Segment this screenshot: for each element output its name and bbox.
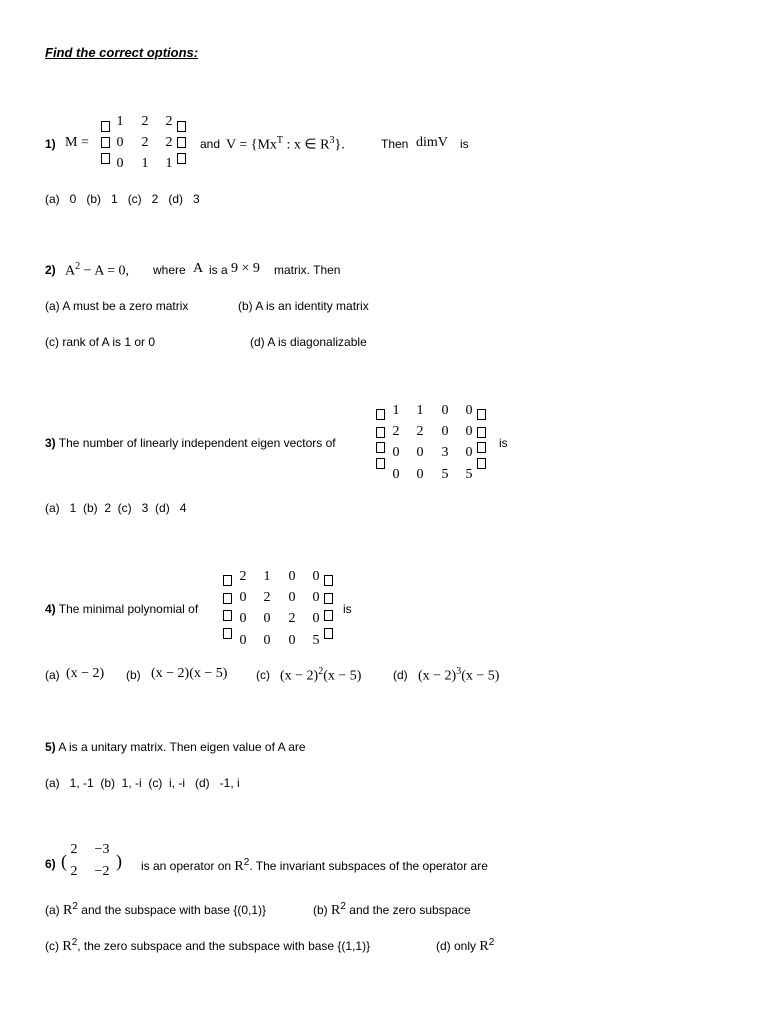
q6-option-d — [436, 937, 494, 955]
matrix-cell: 0 — [288, 569, 296, 584]
bracket-glyph — [101, 153, 110, 164]
matrix-cell: 2 — [416, 424, 424, 439]
q2-rest: matrix. Then — [274, 263, 341, 277]
q6-opt-b-text: and the zero subspace — [349, 903, 471, 917]
q4-option-a: (x − 2) — [66, 666, 105, 681]
matrix-cell: 0 — [239, 611, 247, 626]
v-expr-pre: V = {Mx — [226, 137, 277, 153]
q2-expr-post: − A = 0, — [80, 263, 129, 279]
matrix-cell: 0 — [263, 611, 271, 626]
bracket-glyph — [376, 442, 385, 453]
bracket-glyph — [376, 427, 385, 438]
matrix-cell: 0 — [392, 445, 400, 460]
matrix-cell: 0 — [441, 424, 449, 439]
matrix-cell: 2 — [70, 842, 78, 857]
q6-r-sup: 2 — [71, 937, 78, 948]
matrix-cell: 2 — [141, 114, 149, 129]
matrix-cell: 1 — [165, 156, 173, 171]
matrix-cell: −3 — [94, 842, 110, 857]
q2-option-b: (b) A is an identity matrix — [238, 299, 369, 313]
q4-option-a-label: (a) — [45, 668, 60, 682]
bracket-glyph — [223, 628, 232, 639]
matrix-cell: 5 — [312, 633, 320, 648]
bracket-glyph — [477, 409, 486, 420]
q6-paren-left: ( — [61, 851, 67, 871]
q5-number: 5) — [45, 740, 56, 754]
bracket-glyph — [223, 593, 232, 604]
q4-option-d-label: (d) — [393, 668, 408, 682]
q6-r: R — [479, 939, 489, 954]
matrix-cell: 0 — [263, 633, 271, 648]
matrix-cell: 2 — [288, 611, 296, 626]
q4-opt-d-pre: (x − 2) — [418, 668, 457, 684]
bracket-glyph — [101, 121, 110, 132]
bracket-glyph — [177, 121, 186, 132]
v-sup-3: 3 — [329, 135, 335, 146]
q6-option-c — [45, 937, 370, 955]
bracket-glyph — [376, 458, 385, 469]
matrix-cell: 0 — [465, 445, 473, 460]
matrix-cell: −2 — [94, 864, 110, 879]
matrix-cell: 2 — [165, 135, 173, 150]
v-expr-end: }. — [334, 137, 345, 153]
bracket-glyph — [324, 575, 333, 586]
q6-number: 6) — [45, 857, 56, 871]
q1-is: is — [460, 137, 469, 151]
matrix-cell: 0 — [288, 633, 296, 648]
matrix-cell: 1 — [116, 114, 124, 129]
q6-r-sup: 2 — [243, 857, 250, 868]
matrix-cell: 0 — [116, 135, 124, 150]
matrix-cell: 2 — [239, 569, 247, 584]
q1-and: and — [200, 137, 221, 151]
q2-number: 2) — [45, 263, 56, 277]
q1-dim: dimV — [416, 135, 448, 150]
matrix-cell: 1 — [392, 403, 400, 418]
q6-stem — [141, 857, 488, 875]
bracket-glyph — [223, 575, 232, 586]
q3-text: The number of linearly independent eigen vectors of — [58, 436, 336, 450]
q6-paren-right: ) — [116, 851, 122, 871]
matrix-cell: 2 — [141, 135, 149, 150]
q4-opt-c-sup: 2 — [318, 666, 324, 677]
q4-option-c-label: (c) — [256, 668, 270, 682]
matrix-cell: 0 — [392, 467, 400, 482]
q4-option-b: (x − 2)(x − 5) — [151, 666, 228, 681]
q4-stem — [45, 602, 198, 616]
q1-options: (a) 0 (b) 1 (c) 2 (d) 3 — [45, 192, 200, 206]
q2-expr-sup: 2 — [75, 261, 81, 272]
q4-option-c — [280, 666, 361, 685]
q6-opt-c-label: (c) — [45, 939, 59, 953]
q6-text-pre: is an operator on — [141, 859, 232, 873]
q6-text-post: . The invariant subspaces of the operator are — [249, 859, 488, 873]
bracket-glyph — [477, 458, 486, 469]
matrix-cell: 3 — [441, 445, 449, 460]
q2-option-c: (c) rank of A is 1 or 0 — [45, 335, 156, 349]
q2-a: A — [193, 261, 204, 276]
bracket-glyph — [376, 409, 385, 420]
bracket-glyph — [477, 427, 486, 438]
q6-r: R — [331, 903, 341, 918]
q5-text: A is a unitary matrix. Then eigen value of A are — [58, 740, 306, 754]
v-sup-t: T — [276, 135, 284, 146]
matrix-cell: 1 — [263, 569, 271, 584]
bracket-glyph — [477, 442, 486, 453]
q1-m-lhs: M = — [65, 135, 89, 150]
q2-expr — [65, 261, 129, 280]
q6-option-a — [45, 901, 266, 919]
q4-is: is — [343, 602, 352, 616]
matrix-cell: 0 — [116, 156, 124, 171]
q1-number: 1) — [45, 137, 56, 151]
matrix-cell: 2 — [165, 114, 173, 129]
matrix-cell: 2 — [392, 424, 400, 439]
q5-stem — [45, 740, 306, 754]
q6-r-sup: 2 — [340, 901, 346, 912]
q6-option-b — [313, 901, 471, 919]
q2-expr-pre: A — [65, 263, 76, 279]
q3-is: is — [499, 436, 508, 450]
q6-r: R — [63, 903, 73, 918]
bracket-glyph — [101, 137, 110, 148]
matrix-cell: 2 — [70, 864, 78, 879]
matrix-cell: 1 — [141, 156, 149, 171]
q5-options: (a) 1, -1 (b) 1, -i (c) i, -i (d) -1, i — [45, 776, 240, 790]
matrix-cell: 0 — [416, 467, 424, 482]
v-expr-mid: : x ∈ R — [283, 137, 330, 153]
q2-where: where — [153, 263, 186, 277]
q3-stem — [45, 436, 336, 450]
q4-opt-d-sup: 3 — [456, 666, 462, 677]
bracket-glyph — [324, 593, 333, 604]
q3-number: 3) — [45, 436, 56, 450]
q6-opt-c-text: , the zero subspace and the subspace with base {(1,1)} — [77, 939, 371, 953]
q4-opt-d-post: (x − 5) — [461, 668, 500, 684]
bracket-glyph — [223, 610, 232, 621]
q4-option-d — [418, 666, 499, 685]
matrix-cell: 2 — [263, 590, 271, 605]
q2-option-d: (d) A is diagonalizable — [250, 335, 367, 349]
q6-r: R — [62, 939, 72, 954]
q2-option-a: (a) A must be a zero matrix — [45, 299, 189, 313]
q6-opt-a-label: (a) — [45, 903, 60, 917]
bracket-glyph — [177, 137, 186, 148]
q4-text: The minimal polynomial of — [58, 602, 199, 616]
q6-opt-b-label: (b) — [313, 903, 328, 917]
q4-option-b-label: (b) — [126, 668, 141, 682]
q4-number: 4) — [45, 602, 56, 616]
q3-options: (a) 1 (b) 2 (c) 3 (d) 4 — [45, 501, 187, 515]
matrix-cell: 0 — [312, 611, 320, 626]
matrix-cell: 0 — [239, 633, 247, 648]
q1-v-expr — [226, 135, 345, 154]
q6-r-sup: 2 — [72, 901, 78, 912]
matrix-cell: 0 — [416, 445, 424, 460]
matrix-cell: 1 — [416, 403, 424, 418]
matrix-cell: 5 — [465, 467, 473, 482]
matrix-cell: 0 — [441, 403, 449, 418]
q6-r: R — [234, 859, 244, 874]
bracket-glyph — [177, 153, 186, 164]
q4-opt-c-post: (x − 5) — [323, 668, 362, 684]
q4-opt-c-pre: (x − 2) — [280, 668, 319, 684]
q2-size: 9 × 9 — [231, 261, 260, 276]
q6-r-sup: 2 — [488, 937, 495, 948]
matrix-cell: 0 — [312, 590, 320, 605]
matrix-cell: 0 — [312, 569, 320, 584]
q1-then: Then — [381, 137, 409, 151]
matrix-cell: 0 — [288, 590, 296, 605]
q6-opt-a-text: and the subspace with base {(0,1)} — [81, 903, 267, 917]
page-title: Find the correct options: — [45, 45, 199, 60]
q2-is-a: is a — [209, 263, 228, 277]
matrix-cell: 0 — [465, 424, 473, 439]
matrix-cell: 0 — [239, 590, 247, 605]
bracket-glyph — [324, 610, 333, 621]
bracket-glyph — [324, 628, 333, 639]
matrix-cell: 0 — [465, 403, 473, 418]
q6-opt-d-label: (d) only — [436, 939, 477, 953]
matrix-cell: 5 — [441, 467, 449, 482]
